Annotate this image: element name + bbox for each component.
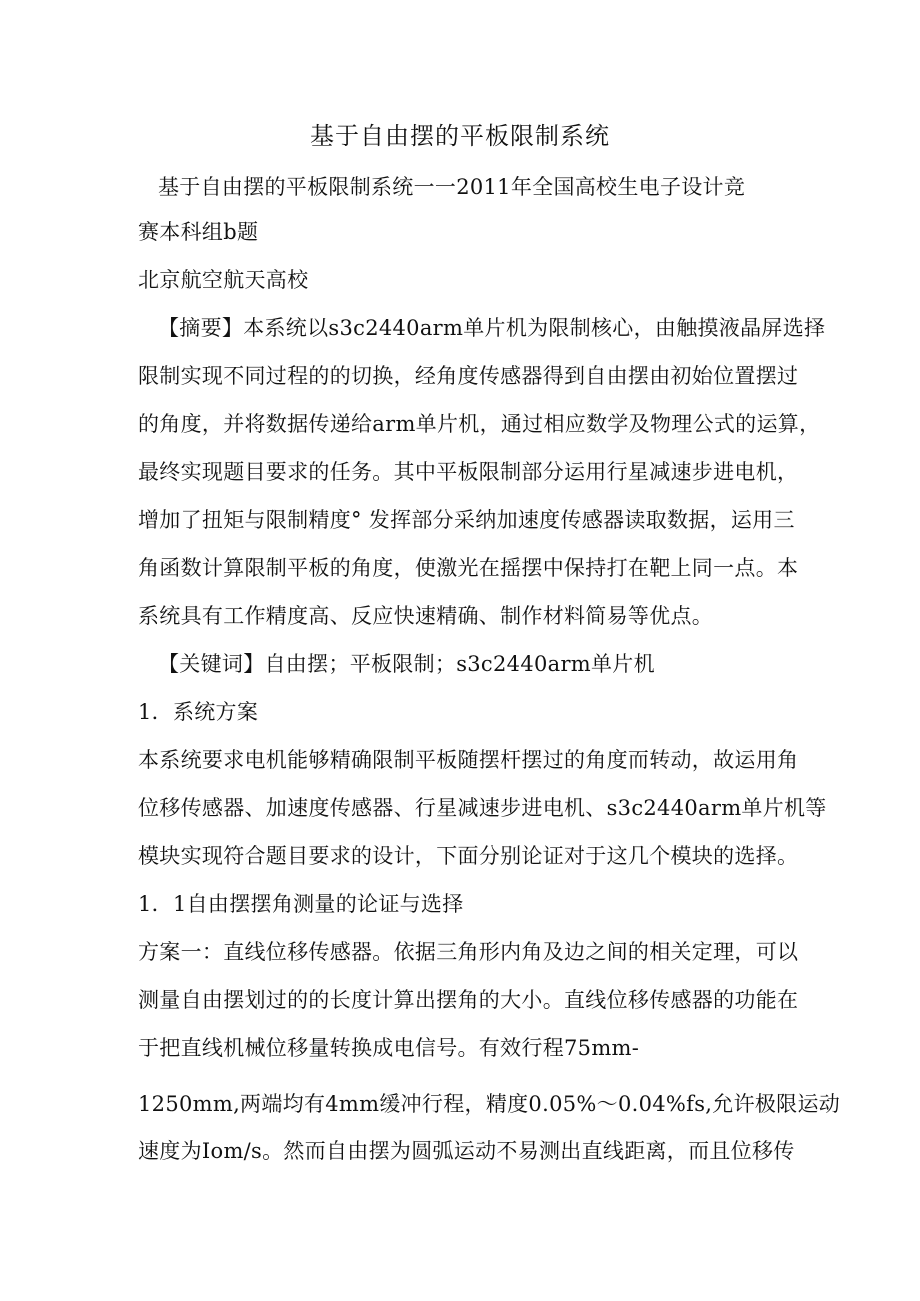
keywords-line: 【关键词】自由摆；平板限制；s3c2440arm单片机 <box>158 652 655 676</box>
abstract-line: 系统具有工作精度高、反应快速精确、制作材料简易等优点。 <box>138 604 714 628</box>
body-line: 本系统要求电机能够精确限制平板随摆杆摆过的角度而转动，故运用角 <box>138 748 799 772</box>
paragraph-line: 基于自由摆的平板限制系统一一2011年全国高校生电子设计竞 <box>158 175 746 199</box>
body-line: 于把直线机械位移量转换成电信号。有效行程75mm- <box>138 1036 640 1060</box>
abstract-line: 最终实现题目要求的任务。其中平板限制部分运用行星减速步进电机， <box>138 460 799 484</box>
paragraph-line: 赛本科组b题 <box>138 220 259 244</box>
body-line: 测量自由摆划过的的长度计算出摆角的大小。直线位移传感器的功能在 <box>138 988 799 1012</box>
body-line: 方案一：直线位移传感器。依据三角形内角及边之间的相关定理，可以 <box>138 940 799 964</box>
abstract-line: 【摘要】本系统以s3c2440arm单片机为限制核心，由触摸液晶屏选择 <box>158 316 826 340</box>
subsection-heading: 1．1自由摆摆角测量的论证与选择 <box>138 892 464 916</box>
body-line: 速度为Iom/s。然而自由摆为圆弧运动不易测出直线距离，而且位移传 <box>138 1139 795 1163</box>
abstract-line: 限制实现不同过程的的切换，经角度传感器得到自由摆由初始位置摆过 <box>138 364 799 388</box>
abstract-line: 增加了扭矩与限制精度° 发挥部分采纳加速度传感器读取数据，运用三 <box>138 508 795 532</box>
author-affiliation: 北京航空航天高校 <box>138 268 309 292</box>
document-title: 基于自由摆的平板限制系统 <box>310 122 610 150</box>
body-line: 1250mm,两端均有4mm缓冲行程，精度0.05%～0.04%fs,允许极限运动 <box>138 1092 841 1116</box>
section-heading: 1．系统方案 <box>138 700 259 724</box>
body-line: 模块实现符合题目要求的设计，下面分别论证对于这几个模块的选择。 <box>138 844 799 868</box>
abstract-line: 的角度，并将数据传递给arm单片机，通过相应数学及物理公式的运算， <box>138 412 821 436</box>
abstract-line: 角函数计算限制平板的角度，使激光在摇摆中保持打在靶上同一点。本 <box>138 556 799 580</box>
body-line: 位移传感器、加速度传感器、行星减速步进电机、s3c2440arm单片机等 <box>138 796 827 820</box>
